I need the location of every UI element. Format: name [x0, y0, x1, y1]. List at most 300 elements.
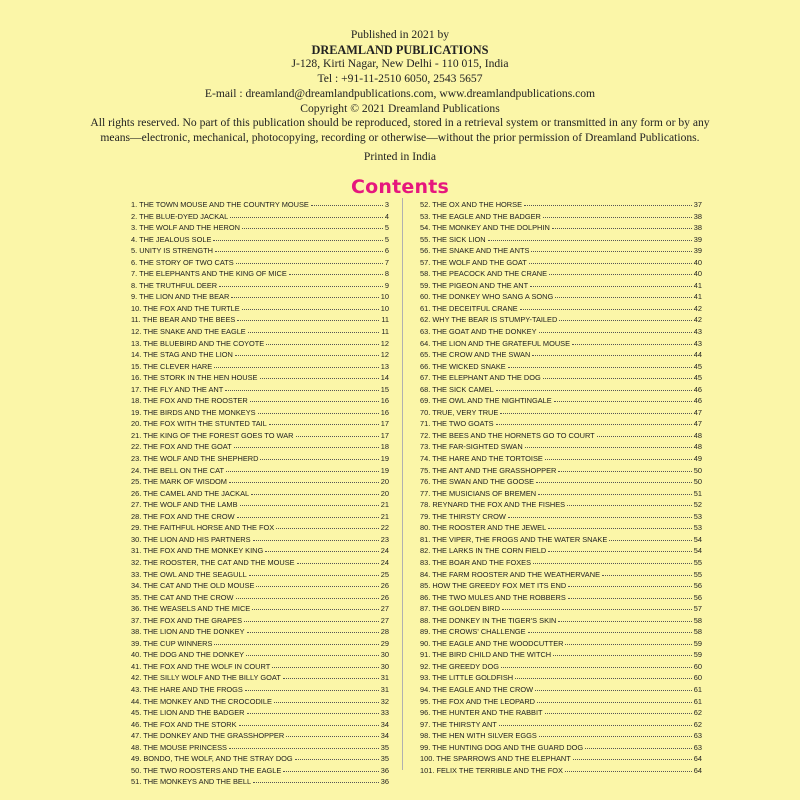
toc-entry-page: 61	[693, 684, 702, 694]
toc-entry-title: 49. BONDO, THE WOLF, AND THE STRAY DOG	[131, 754, 293, 764]
toc-entry-title: 55. THE SICK LION	[420, 234, 486, 244]
toc-entry-page: 19	[380, 454, 389, 464]
toc-entry-title: 11. THE BEAR AND THE BEES	[131, 315, 236, 325]
toc-entry-page: 17	[380, 419, 389, 429]
toc-entry-page: 32	[380, 696, 389, 706]
dot-leader	[230, 217, 383, 218]
toc-entry	[420, 743, 702, 755]
toc-entry-title: 75. THE ANT AND THE GRASSHOPPER	[420, 465, 557, 475]
toc-entry-title: 44. THE MONKEY AND THE CROCODILE	[131, 696, 272, 706]
toc-entry	[420, 546, 702, 558]
dot-leader	[554, 401, 692, 402]
toc-entry	[131, 731, 389, 743]
toc-entry-page: 26	[380, 592, 389, 602]
dot-leader	[269, 424, 379, 425]
dot-leader	[609, 540, 691, 541]
toc-entry-page: 46	[693, 384, 702, 394]
dot-leader	[499, 725, 692, 726]
toc-entry-page: 43	[693, 338, 702, 348]
toc-entry	[420, 212, 702, 224]
toc-entry	[131, 315, 389, 327]
dot-leader	[244, 621, 379, 622]
dot-leader	[249, 575, 379, 576]
dot-leader	[260, 459, 378, 460]
toc-entry	[131, 558, 389, 570]
dot-leader	[559, 320, 691, 321]
dot-leader	[237, 320, 379, 321]
toc-entry-title: 56. THE SNAKE AND THE ANTS	[420, 246, 530, 256]
toc-entry-page: 24	[380, 546, 389, 556]
toc-entry	[420, 673, 702, 685]
dot-leader	[573, 759, 692, 760]
toc-entry	[420, 697, 702, 709]
toc-entry-title: 96. THE HUNTER AND THE RABBIT	[420, 708, 543, 718]
toc-entry-title: 41. THE FOX AND THE WOLF IN COURT	[131, 661, 271, 671]
toc-entry-title: 71. THE TWO GOATS	[420, 419, 494, 429]
toc-entry-title: 59. THE PIGEON AND THE ANT	[420, 280, 529, 290]
toc-entry	[131, 477, 389, 489]
dot-leader	[213, 240, 383, 241]
toc-entry	[131, 235, 389, 247]
toc-entry-page: 60	[693, 661, 702, 671]
toc-entry-page: 35	[380, 754, 389, 764]
dot-leader	[545, 713, 692, 714]
toc-entry-title: 30. THE LION AND HIS PARTNERS	[131, 534, 251, 544]
toc-entry-title: 43. THE HARE AND THE FROGS	[131, 684, 243, 694]
toc-entry-page: 45	[693, 373, 702, 383]
toc-entry-page: 12	[380, 338, 389, 348]
toc-entry-title: 85. HOW THE GREEDY FOX MET ITS END	[420, 581, 567, 591]
toc-entry-page: 35	[380, 742, 389, 752]
toc-entry	[131, 258, 389, 270]
toc-entry-title: 2. THE BLUE-DYED JACKAL	[131, 211, 229, 221]
dot-leader	[295, 759, 379, 760]
dot-leader	[265, 551, 379, 552]
toc-entry	[131, 616, 389, 628]
toc-entry	[131, 673, 389, 685]
toc-entry-title: 34. THE CAT AND THE OLD MOUSE	[131, 581, 255, 591]
toc-entry-page: 23	[380, 534, 389, 544]
toc-entry	[420, 315, 702, 327]
toc-entry-page: 29	[380, 638, 389, 648]
toc-entry-title: 7. THE ELEPHANTS AND THE KING OF MICE	[131, 269, 287, 279]
toc-entry-title: 13. THE BLUEBIRD AND THE COYOTE	[131, 338, 265, 348]
toc-entry-page: 45	[693, 361, 702, 371]
toc-entry	[420, 581, 702, 593]
dot-leader	[234, 447, 379, 448]
toc-entry	[420, 639, 702, 651]
toc-entry	[420, 362, 702, 374]
toc-entry-title: 90. THE EAGLE AND THE WOODCUTTER	[420, 638, 564, 648]
toc-entry	[420, 616, 702, 628]
toc-column-left	[131, 200, 389, 789]
toc-entry-page: 59	[693, 638, 702, 648]
toc-entry-title: 46. THE FOX AND THE STORK	[131, 719, 237, 729]
toc-entry-title: 35. THE CAT AND THE CROW	[131, 592, 234, 602]
toc-entry-title: 50. THE TWO ROOSTERS AND THE EAGLE	[131, 765, 282, 775]
dot-leader	[525, 447, 692, 448]
dot-leader	[539, 736, 692, 737]
toc-entry	[420, 650, 702, 662]
toc-entry	[420, 604, 702, 616]
toc-entry	[131, 223, 389, 235]
toc-entry-title: 6. THE STORY OF TWO CATS	[131, 257, 234, 267]
toc-entry-title: 91. THE BIRD CHILD AND THE WITCH	[420, 650, 552, 660]
toc-entry	[131, 627, 389, 639]
toc-entry	[131, 246, 389, 258]
dot-leader	[242, 309, 379, 310]
toc-entry	[131, 777, 389, 789]
toc-entry-title: 5. UNITY IS STRENGTH	[131, 246, 213, 256]
toc-entry-title: 82. THE LARKS IN THE CORN FIELD	[420, 546, 547, 556]
dot-leader	[214, 367, 379, 368]
toc-entry	[131, 350, 389, 362]
dot-leader	[524, 205, 692, 206]
toc-entry-page: 54	[693, 534, 702, 544]
toc-entry-page: 41	[693, 292, 702, 302]
toc-entry-page: 21	[380, 500, 389, 510]
toc-entry-page: 40	[693, 269, 702, 279]
toc-entry-page: 20	[380, 488, 389, 498]
toc-entry-page: 64	[693, 765, 702, 775]
toc-entry-title: 72. THE BEES AND THE HORNETS GO TO COURT	[420, 430, 595, 440]
dot-leader	[539, 332, 692, 333]
toc-entry-title: 61. THE DECEITFUL CRANE	[420, 303, 518, 313]
toc-entry-page: 53	[693, 523, 702, 533]
toc-entry	[131, 697, 389, 709]
toc-entry-title: 52. THE OX AND THE HORSE	[420, 200, 522, 209]
toc-entry-title: 26. THE CAMEL AND THE JACKAL	[131, 488, 250, 498]
publisher-address: J-128, Kirti Nagar, New Delhi - 110 015, India	[291, 57, 509, 71]
dot-leader	[568, 586, 692, 587]
toc-entry	[420, 489, 702, 501]
dot-leader	[565, 644, 691, 645]
dot-leader	[568, 598, 692, 599]
toc-entry-page: 8	[384, 269, 389, 279]
toc-entry-page: 17	[380, 430, 389, 440]
toc-entry-title: 8. THE TRUTHFUL DEER	[131, 280, 218, 290]
toc-entry-page: 28	[380, 627, 389, 637]
toc-entry	[420, 269, 702, 281]
toc-entry-page: 3	[384, 200, 389, 209]
toc-entry-title: 40. THE DOG AND THE DONKEY	[131, 650, 245, 660]
toc-entry	[131, 685, 389, 697]
toc-entry-page: 6	[384, 246, 389, 256]
toc-entry-title: 64. THE LION AND THE GRATEFUL MOUSE	[420, 338, 571, 348]
toc-entry-title: 28. THE FOX AND THE CROW	[131, 511, 235, 521]
dot-leader	[253, 782, 379, 783]
toc-entry-title: 24. THE BELL ON THE CAT	[131, 465, 224, 475]
toc-entry-title: 23. THE WOLF AND THE SHEPHERD	[131, 454, 259, 464]
toc-entry-page: 56	[693, 592, 702, 602]
toc-entry-title: 86. THE TWO MULES AND THE ROBBERS	[420, 592, 566, 602]
dot-leader	[311, 205, 383, 206]
toc-entry	[131, 708, 389, 720]
toc-entry-page: 48	[693, 442, 702, 452]
toc-entry-title: 3. THE WOLF AND THE HERON	[131, 223, 240, 233]
dot-leader	[245, 690, 379, 691]
dot-leader	[247, 713, 379, 714]
toc-column-right	[420, 200, 702, 777]
toc-entry-title: 27. THE WOLF AND THE LAMB	[131, 500, 238, 510]
toc-entry-page: 34	[380, 719, 389, 729]
toc-entry-title: 19. THE BIRDS AND THE MONKEYS	[131, 407, 256, 417]
toc-entry-page: 30	[380, 650, 389, 660]
dot-leader	[501, 667, 692, 668]
toc-entry-page: 20	[380, 477, 389, 487]
dot-leader	[537, 702, 692, 703]
dot-leader	[296, 436, 379, 437]
toc-entry	[420, 766, 702, 778]
toc-entry-title: 73. THE FAR-SIGHTED SWAN	[420, 442, 523, 452]
dot-leader	[508, 367, 692, 368]
dot-leader	[585, 748, 692, 749]
toc-entry	[131, 396, 389, 408]
toc-entry	[131, 593, 389, 605]
dot-leader	[572, 344, 692, 345]
dot-leader	[538, 494, 692, 495]
toc-entry-title: 88. THE DONKEY IN THE TIGER'S SKIN	[420, 615, 557, 625]
toc-entry-title: 97. THE THIRSTY ANT	[420, 719, 497, 729]
toc-entry-page: 11	[381, 315, 389, 325]
toc-entry-page: 5	[384, 223, 389, 233]
toc-entry-title: 18. THE FOX AND THE ROOSTER	[131, 396, 248, 406]
toc-entry-title: 22. THE FOX AND THE GOAT	[131, 442, 232, 452]
dot-leader	[297, 563, 379, 564]
toc-entry-title: 67. THE ELEPHANT AND THE DOG	[420, 373, 541, 383]
dot-leader	[236, 263, 383, 264]
toc-entry	[131, 373, 389, 385]
toc-entry-title: 14. THE STAG AND THE LION	[131, 350, 233, 360]
toc-entry-title: 45. THE LION AND THE BADGER	[131, 708, 245, 718]
toc-entry-title: 89. THE CROWS' CHALLENGE	[420, 627, 526, 637]
toc-entry-title: 57. THE WOLF AND THE GOAT	[420, 257, 527, 267]
toc-entry	[131, 743, 389, 755]
toc-entry	[131, 339, 389, 351]
toc-entry-page: 31	[380, 684, 389, 694]
dot-leader	[246, 655, 379, 656]
dot-leader	[250, 401, 379, 402]
publisher-name: DREAMLAND PUBLICATIONS	[311, 42, 489, 57]
toc-entry-page: 58	[693, 615, 702, 625]
toc-entry-title: 29. THE FAITHFUL HORSE AND THE FOX	[131, 523, 275, 533]
toc-entry-page: 36	[380, 765, 389, 775]
toc-entry	[420, 396, 702, 408]
toc-entry	[420, 477, 702, 489]
dot-leader	[565, 771, 692, 772]
toc-entry-title: 9. THE LION AND THE BEAR	[131, 292, 230, 302]
toc-entry	[131, 570, 389, 582]
toc-entry	[420, 304, 702, 316]
toc-entry-title: 63. THE GOAT AND THE DONKEY	[420, 327, 537, 337]
toc-entry-page: 24	[380, 557, 389, 567]
rights-notice: All rights reserved. No part of this publication should be reproduced, stored in a retrieval system or transmitted in any form or by any means—electronic, mechanical, photocopying, recording or otherwise—without the prior permission of Dreamland Publications.	[90, 116, 710, 144]
toc-entry-page: 55	[693, 569, 702, 579]
toc-entry	[420, 327, 702, 339]
toc-entry	[131, 766, 389, 778]
toc-entry	[131, 466, 389, 478]
toc-entry-title: 17. THE FLY AND THE ANT	[131, 384, 224, 394]
toc-entry-page: 43	[693, 327, 702, 337]
toc-entry	[131, 754, 389, 766]
toc-entry-page: 62	[693, 719, 702, 729]
toc-entry-page: 27	[380, 615, 389, 625]
toc-entry-page: 34	[380, 731, 389, 741]
toc-entry-page: 22	[380, 523, 389, 533]
toc-entry	[131, 650, 389, 662]
toc-entry-title: 84. THE FARM ROOSTER AND THE WEATHERVANE	[420, 569, 601, 579]
toc-entry-title: 78. REYNARD THE FOX AND THE FISHES	[420, 500, 566, 510]
publisher-email: E-mail : dreamland@dreamlandpublications.com, www.dreamlandpublications.com	[204, 86, 596, 100]
toc-entry	[131, 419, 389, 431]
dot-leader	[236, 598, 379, 599]
toc-entry-title: 12. THE SNAKE AND THE EAGLE	[131, 327, 246, 337]
toc-entry-page: 19	[380, 465, 389, 475]
toc-entry	[420, 523, 702, 535]
dot-leader	[548, 551, 692, 552]
toc-entry-title: 54. THE MONKEY AND THE DOLPHIN	[420, 223, 550, 233]
dot-leader	[226, 471, 379, 472]
dot-leader	[240, 505, 379, 506]
dot-leader	[502, 609, 692, 610]
toc-entry-page: 13	[380, 361, 389, 371]
publisher-telephone: Tel : +91-11-2510 6050, 2543 5657	[317, 72, 483, 86]
toc-entry-page: 26	[380, 581, 389, 591]
toc-entry-title: 93. THE LITTLE GOLDFISH	[420, 673, 514, 683]
dot-leader	[597, 436, 692, 437]
toc-entry-title: 33. THE OWL AND THE SEAGULL	[131, 569, 247, 579]
toc-entry	[420, 373, 702, 385]
toc-entry-page: 56	[693, 581, 702, 591]
toc-entry-title: 68. THE SICK CAMEL	[420, 384, 494, 394]
toc-entry-title: 20. THE FOX WITH THE STUNTED TAIL	[131, 419, 267, 429]
dot-leader	[545, 459, 692, 460]
toc-entry-page: 11	[381, 327, 389, 337]
toc-entry	[131, 442, 389, 454]
dot-leader	[543, 378, 692, 379]
toc-entry-page: 7	[384, 257, 389, 267]
toc-entry	[420, 685, 702, 697]
dot-leader	[283, 678, 379, 679]
dot-leader	[532, 355, 691, 356]
toc-entry-page: 31	[380, 673, 389, 683]
toc-entry	[420, 408, 702, 420]
dot-leader	[500, 413, 691, 414]
toc-entry-page: 58	[693, 627, 702, 637]
toc-entry-title: 98. THE HEN WITH SILVER EGGS	[420, 731, 537, 741]
toc-entry-title: 66. THE WICKED SNAKE	[420, 361, 506, 371]
toc-entry-page: 39	[693, 234, 702, 244]
toc-entry-page: 64	[693, 754, 702, 764]
toc-entry	[420, 535, 702, 547]
toc-entry-page: 53	[693, 511, 702, 521]
dot-leader	[496, 390, 692, 391]
toc-entry-page: 10	[380, 292, 389, 302]
toc-entry	[131, 200, 389, 212]
dot-leader	[237, 517, 379, 518]
toc-entry-title: 25. THE MARK OF WISDOM	[131, 477, 227, 487]
toc-entry-page: 37	[693, 200, 702, 209]
dot-leader	[225, 390, 378, 391]
toc-entry	[420, 200, 702, 212]
toc-entry-page: 40	[693, 257, 702, 267]
toc-entry	[420, 235, 702, 247]
toc-entry-page: 63	[693, 742, 702, 752]
toc-entry	[420, 442, 702, 454]
toc-entry-page: 10	[380, 303, 389, 313]
toc-entry-page: 18	[380, 442, 389, 452]
toc-entry-page: 33	[380, 708, 389, 718]
toc-entry-title: 100. THE SPARROWS AND THE ELEPHANT	[420, 754, 571, 764]
dot-leader	[252, 609, 379, 610]
toc-entry-title: 79. THE THIRSTY CROW	[420, 511, 506, 521]
toc-entry-title: 38. THE LION AND THE DONKEY	[131, 627, 245, 637]
dot-leader	[496, 424, 692, 425]
toc-entry	[420, 292, 702, 304]
dot-leader	[488, 240, 692, 241]
toc-entry	[131, 546, 389, 558]
toc-entry-page: 52	[693, 500, 702, 510]
toc-entry	[420, 627, 702, 639]
toc-entry	[420, 454, 702, 466]
dot-leader	[248, 332, 380, 333]
toc-entry-page: 59	[693, 650, 702, 660]
contents-heading: Contents	[350, 176, 449, 198]
toc-entry-page: 50	[693, 465, 702, 475]
toc-entry	[131, 292, 389, 304]
dot-leader	[239, 725, 379, 726]
dot-leader	[235, 355, 379, 356]
toc-entry-title: 65. THE CROW AND THE SWAN	[420, 350, 531, 360]
toc-entry-page: 50	[693, 477, 702, 487]
toc-entry	[131, 512, 389, 524]
toc-entry-page: 21	[380, 511, 389, 521]
toc-entry	[420, 662, 702, 674]
toc-entry-title: 51. THE MONKEYS AND THE BELL	[131, 777, 252, 787]
dot-leader	[258, 413, 379, 414]
toc-entry-title: 81. THE VIPER, THE FROGS AND THE WATER SNAKE	[420, 534, 608, 544]
dot-leader	[530, 286, 692, 287]
dot-leader	[242, 228, 383, 229]
toc-entry-title: 77. THE MUSICIANS OF BREMEN	[420, 488, 537, 498]
toc-entry-page: 16	[380, 407, 389, 417]
dot-leader	[219, 286, 383, 287]
toc-entry-page: 27	[380, 604, 389, 614]
toc-entry-title: 48. THE MOUSE PRINCESS	[131, 742, 227, 752]
toc-entry-title: 10. THE FOX AND THE TURTLE	[131, 303, 240, 313]
toc-entry-title: 58. THE PEACOCK AND THE CRANE	[420, 269, 548, 279]
toc-entry-title: 101. FELIX THE TERRIBLE AND THE FOX	[420, 765, 563, 775]
toc-entry-title: 16. THE STORK IN THE HEN HOUSE	[131, 373, 258, 383]
dot-leader	[536, 482, 692, 483]
toc-entry-page: 51	[693, 488, 702, 498]
dot-leader	[253, 540, 379, 541]
toc-entry-title: 94. THE EAGLE AND THE CROW	[420, 684, 534, 694]
toc-entry-title: 76. THE SWAN AND THE GOOSE	[420, 477, 535, 487]
toc-entry	[420, 419, 702, 431]
toc-entry	[131, 281, 389, 293]
imprint-block	[0, 28, 800, 164]
copyright-line: Copyright © 2021 Dreamland Publications	[300, 101, 500, 115]
toc-entry-title: 87. THE GOLDEN BIRD	[420, 604, 500, 614]
toc-entry-title: 74. THE HARE AND THE TORTOISE	[420, 454, 543, 464]
dot-leader	[215, 251, 383, 252]
toc-entry-page: 9	[384, 280, 389, 290]
toc-entry-page: 15	[380, 384, 389, 394]
dot-leader	[549, 274, 692, 275]
toc-entry-title: 62. WHY THE BEAR IS STUMPY-TAILED	[420, 315, 558, 325]
toc-entry-page: 55	[693, 557, 702, 567]
